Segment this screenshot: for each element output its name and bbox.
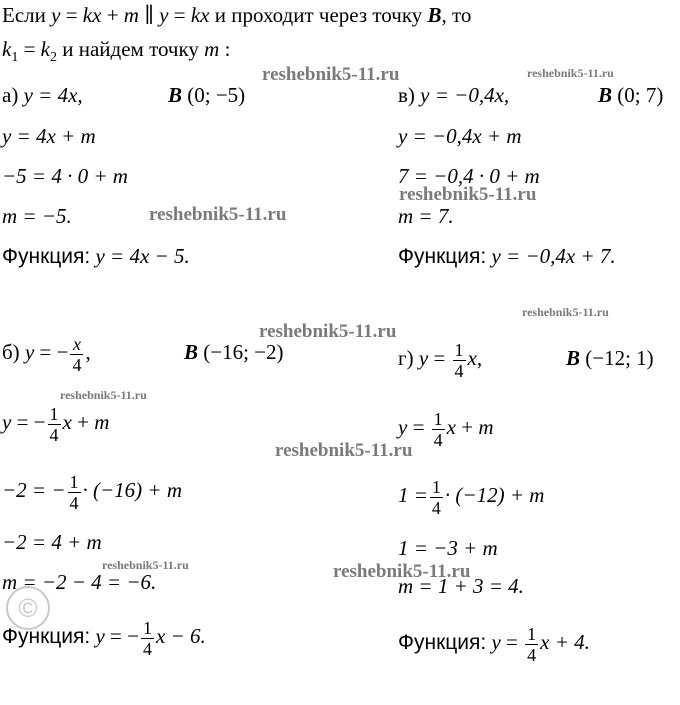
part-a-result: [2, 243, 190, 270]
watermark: reshebnik5-11.ru: [275, 440, 413, 461]
part-g-step-2-fraction: $\frac{1}{4}$: [431, 476, 441, 518]
part-g-point: [566, 345, 654, 371]
part-b-step-3: −2 = 4 + m: [2, 530, 102, 554]
intro-then: , то: [441, 3, 472, 27]
watermark: reshebnik5-11.ru: [60, 388, 147, 402]
part-v-point: [598, 82, 663, 108]
part-b-step-1-fraction: $\frac{1}{4}$: [49, 403, 59, 445]
part-g-step-1-fraction: $\frac{1}{4}$: [433, 408, 443, 450]
part-v-result-eq: y = −0,4x + 7.: [491, 244, 616, 268]
part-a-step-2: −5 = 4 · 0 + m: [2, 164, 128, 188]
part-v-equation: y = −0,4x,: [420, 83, 510, 107]
part-g-result: Функция: y = $\frac{1}{4}$ x + 4.: [398, 623, 590, 665]
part-g-step-4: m = 1 + 3 = 4.: [398, 574, 524, 598]
intro-lead: Если: [2, 3, 46, 27]
part-b-coords: (−16; −2): [203, 340, 284, 364]
part-g-step-2-rhs: · (−12) + m: [444, 483, 545, 507]
part-b-result-rhs: x − 6.: [155, 624, 206, 648]
part-g-header: г) y = $\frac{1}{4}$ x,: [398, 339, 483, 381]
watermark: reshebnik5-11.ru: [102, 558, 189, 572]
part-g-label: г): [398, 346, 414, 370]
part-b-point-name: B: [184, 340, 199, 364]
part-v-point-name: B: [598, 83, 613, 107]
part-a-header: [2, 82, 83, 108]
part-b-func-label: Функция:: [2, 625, 91, 648]
part-b-label: б): [2, 340, 20, 364]
intro-line-2: $k_1 = k_2$ и найдем точку m :: [2, 37, 231, 66]
part-b-step-1: y = − $\frac{1}{4}$ x + m: [2, 403, 110, 445]
part-g-step-1: y = $\frac{1}{4}$ x + m: [398, 408, 494, 450]
watermark: reshebnik5-11.ru: [262, 64, 400, 85]
intro-m: m: [204, 37, 220, 61]
part-a-func-label: Функция:: [2, 245, 91, 268]
intro-passes: и проходит через точку: [214, 3, 423, 27]
part-b-step-2-rhs: · (−16) + m: [82, 478, 183, 502]
part-b-step-2-lhs: −2 = −: [2, 478, 66, 502]
part-b-step-2-fraction: $\frac{1}{4}$: [69, 471, 79, 513]
part-v-step-3: m = 7.: [398, 204, 454, 228]
part-a-point-name: B: [168, 83, 183, 107]
part-g-result-rhs: x + 4.: [540, 630, 590, 654]
part-b-result-fraction: $\frac{1}{4}$: [142, 617, 152, 659]
part-v-coords: (0; 7): [617, 83, 664, 107]
part-b-step-2: [2, 468, 182, 513]
part-g-step-2-lhs: 1 =: [398, 483, 428, 507]
part-a-step-1: y = 4x + m: [2, 124, 96, 148]
part-g-step-2: [398, 473, 544, 518]
part-g-result-fraction: $\frac{1}{4}$: [527, 623, 537, 665]
intro-colon: :: [224, 37, 231, 61]
copyright-icon: ©: [6, 586, 50, 630]
parallel-sign: ∥: [144, 3, 154, 27]
part-g-point-name: B: [566, 346, 581, 370]
part-a-coords: (0; −5): [187, 83, 246, 107]
part-v-step-2: 7 = −0,4 · 0 + m: [398, 164, 540, 188]
part-g-step-3: 1 = −3 + m: [398, 536, 498, 560]
intro-line-1: Если y = kx + m ∥ y = kx и проходит через точку B, то: [2, 3, 472, 27]
part-a-point: [168, 82, 245, 108]
part-g-coords: (−12; 1): [585, 346, 654, 370]
part-a-step-3: m = −5.: [2, 204, 72, 228]
part-g-fraction: $\frac{1}{4}$: [454, 339, 464, 381]
part-v-label: в): [398, 83, 415, 107]
watermark: reshebnik5-11.ru: [399, 184, 537, 205]
part-a-label: а): [2, 83, 19, 107]
watermark: reshebnik5-11.ru: [527, 66, 614, 80]
part-v-result: [398, 243, 616, 270]
part-a-result-eq: y = 4x − 5.: [95, 244, 190, 268]
part-b-fraction: $\frac{x}{4}$: [72, 333, 82, 375]
part-b-step-4: m = −2 − 4 = −6.: [2, 570, 157, 594]
watermark: reshebnik5-11.ru: [259, 321, 397, 342]
part-v-step-1: y = −0,4x + m: [398, 124, 522, 148]
part-v-header: [398, 82, 509, 108]
part-a-equation: y = 4x,: [23, 83, 83, 107]
part-v-func-label: Функция:: [398, 245, 487, 268]
part-g-func-label: Функция:: [398, 631, 487, 654]
watermark: reshebnik5-11.ru: [333, 561, 471, 582]
intro-find: и найдем точку: [62, 37, 199, 61]
intro-point: B: [427, 3, 442, 27]
watermark: reshebnik5-11.ru: [149, 204, 287, 225]
watermark: reshebnik5-11.ru: [522, 305, 609, 319]
part-b-result: Функция: y = − $\frac{1}{4}$ x − 6.: [2, 617, 206, 659]
part-b-header: б) y = − $\frac{x}{4}$ ,: [2, 333, 91, 375]
